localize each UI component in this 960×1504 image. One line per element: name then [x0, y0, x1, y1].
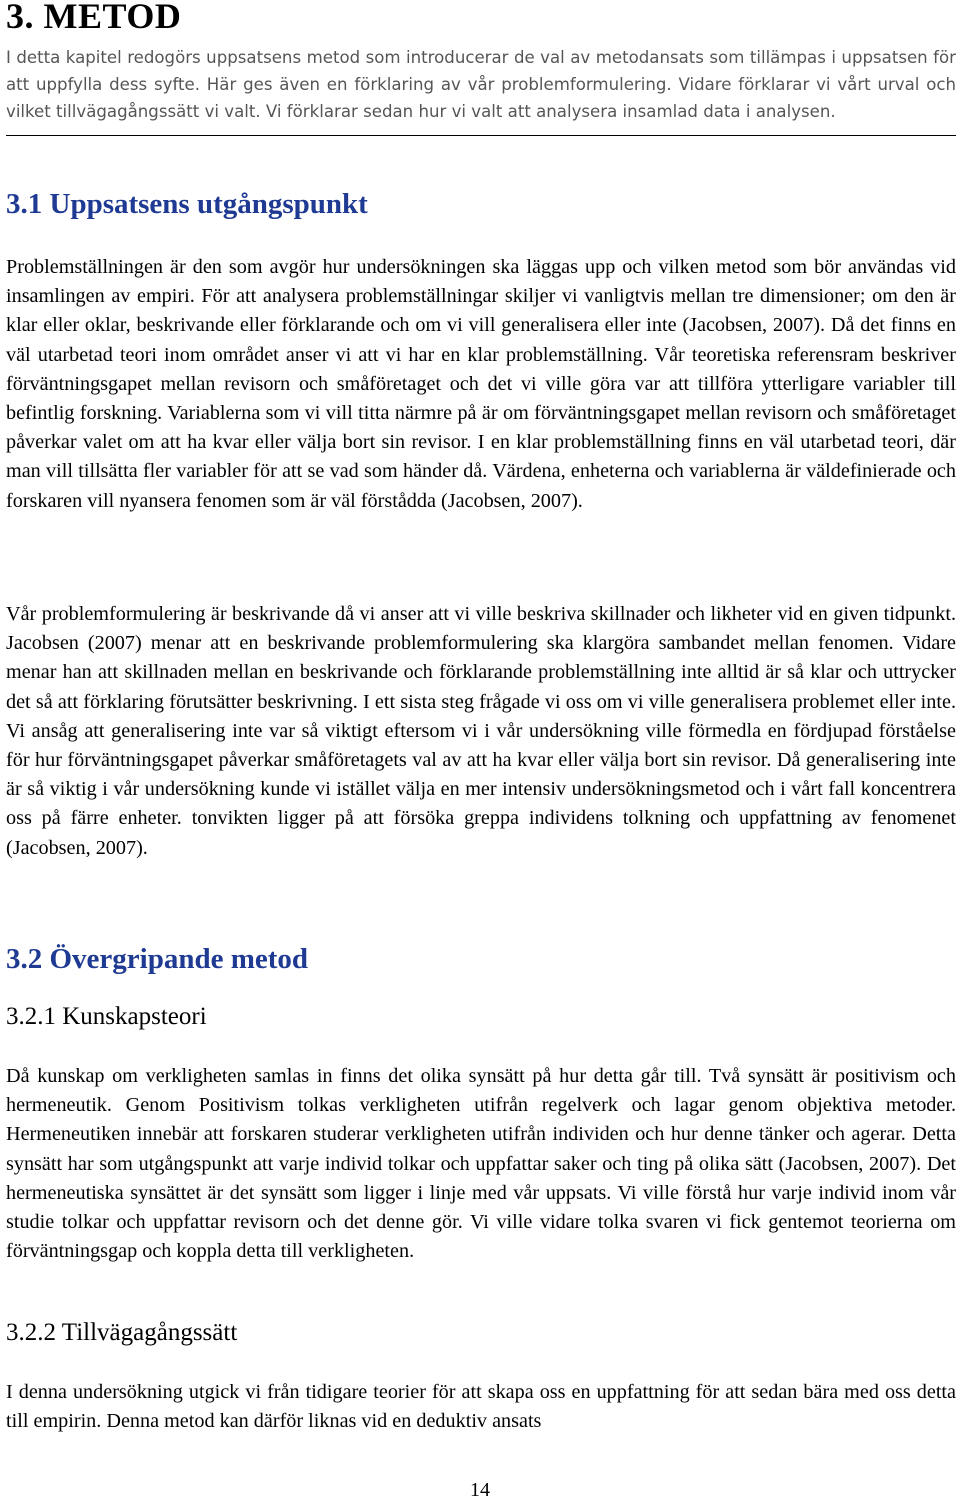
- chapter-intro: I detta kapitel redogörs uppsatsens metod som introducerar de val av metodansats som tillämpas i uppsatsen för att uppfylla dess syfte. Här ges även en förklaring av vår problemformulering. Vidare förklarar vi vårt urval och vilket tillvägagångssätt vi valt. Vi förklarar sedan hur vi valt att analysera insamlad data i analysen.: [6, 44, 956, 136]
- section-heading-3-1: 3.1 Uppsatsens utgångspunkt: [6, 188, 368, 220]
- section-3-1-paragraph-2: Vår problemformulering är beskrivande då vi anser att vi ville beskriva skillnader och likheter vid en given tidpunkt. Jacobsen (2007) menar att en beskrivande problemformulering ska klargöra sambandet mellan fenomen. Vidare menar han att skillnaden mellan en beskrivande och förklarande problemställning inte alltid är så klar och uttrycker det så att förklaring förutsätter beskrivning. I ett sista steg frågade vi oss om vi ville generalisera problemet eller inte. Vi ansåg att generalisering inte var så viktigt eftersom vi i vår undersökning ville förmedla en fördjupad förståelse för hur förväntningsgapet påverkar småföretagets val av att ha kvar eller välja bort sin revisor. Då generalisering inte är så viktig i vår undersökning kunde vi istället välja en mer intensiv undersökningsmetod och i vårt fall koncentrera oss på färre enheter. tonvikten ligger på att försöka greppa individens tolkning och uppfattning av fenomenet (Jacobsen, 2007).: [6, 603, 956, 859]
- section-3-1-paragraph-1: Problemställningen är den som avgör hur undersökningen ska läggas upp och vilken metod som bör användas vid insamlingen av empiri. För att analysera problemställningar skiljer vi vanligtvis mellan tre dimensioner; om den är klar eller oklar, beskrivande eller förklarande och om vi vill generalisera eller inte (Jacobsen, 2007). Då det finns en väl utarbetad teori inom området anser vi att vi har en klar problemställning. Vår teoretiska referensram beskriver förväntningsgapet mellan revisorn och småföretaget och det vi ville göra var att tillföra ytterligare variabler till befintlig forskning. Variablerna som vi vill titta närmre på är om förväntningsgapet mellan revisorn och småföretaget påverkar valet om att ha kvar eller välja bort sin revisor. I en klar problemställning finns en väl utarbetad teori, där man vill tillsätta fler variabler för att se vad som händer då. Värdena, enheterna och variablerna är väldefinierade och forskaren vill nyansera fenomen som är väl förstådda (Jacobsen, 2007).: [6, 256, 956, 512]
- chapter-title: 3. METOD: [6, 0, 182, 36]
- page-number: 14: [470, 1479, 490, 1501]
- section-heading-3-2: 3.2 Övergripande metod: [6, 943, 309, 975]
- subsection-3-2-1-paragraph: Då kunskap om verkligheten samlas in finns det olika synsätt på hur detta går till. Två synsätt är positivism och hermeneutik. Genom Positivism tolkas verkligheten utifrån regelverk och lagar genom objektiva metoder. Hermeneutiken innebär att forskaren studerar verkligheten utifrån individen och hur denne tänker och agerar. Detta synsätt har som utgångspunkt att varje individ tolkar och uppfattar saker och ting på olika sätt (Jacobsen, 2007). Det hermeneutiska synsättet är det synsätt som ligger i linje med vår uppsats. Vi ville förstå hur varje individ inom vår studie tolkar och uppfattar revisorn och det denne gör. Vi ville vidare tolka svaren vi fick gentemot teorierna om förväntningsgap och koppla detta till verkligheten.: [6, 1065, 956, 1263]
- subsection-3-2-2-paragraph: I denna undersökning utgick vi från tidigare teorier för att skapa oss en uppfattning för att sedan bära med oss detta till empirin. Denna metod kan därför liknas vid en deduktiv ansats: [6, 1381, 956, 1433]
- subsection-heading-3-2-2: 3.2.2 Tillvägagångssätt: [6, 1319, 238, 1346]
- subsection-heading-3-2-1: 3.2.1 Kunskapsteori: [6, 1003, 207, 1030]
